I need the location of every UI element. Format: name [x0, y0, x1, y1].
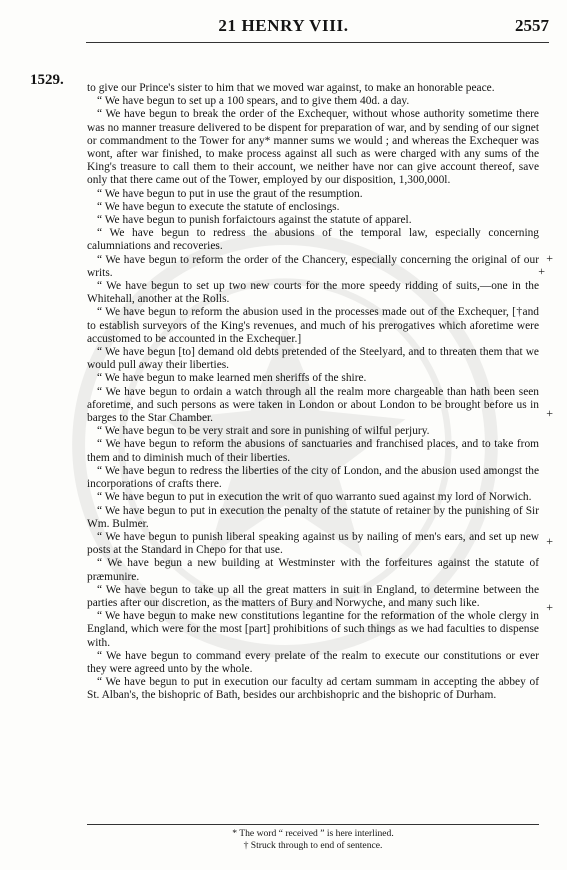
- paragraph: “ We have begun to set up two new courts for the more speedy ridding of suits,—one in the Whitehall, another at the Rolls.: [87, 280, 539, 306]
- margin-mark: +: [546, 251, 553, 265]
- paragraph: “ We have begun to put in use the graut of the resumption.: [97, 187, 363, 200]
- page-header: [0, 14, 567, 44]
- paragraph: “ We have begun to put in execution the penalty of the statute of retainer by the punishing of Sir Wm. Bulmer.: [87, 504, 539, 530]
- footnote: * The word “ received ” is here interlined.: [232, 828, 394, 839]
- paragraph: “ We have begun to take up all the great matters in suit in England, to determine between the parties after our discretion, as the matters of Bury and Norwyche, and many such like.: [87, 583, 539, 609]
- paragraph: “ We have begun to reform the order of the Chancery, especially concerning the original of our writs.: [87, 253, 539, 279]
- footnotes: [87, 828, 539, 852]
- paragraph: “ We have begun a new building at Westminster with the forfeitures against the statute of præmunire.: [87, 557, 539, 583]
- paragraph: “ We have begun [to] demand old debts pretended of the Steelyard, and to threaten them that we would pull away their liberties.: [87, 346, 539, 372]
- paragraph: “ We have begun to execute the statute of enclosings.: [97, 200, 340, 213]
- margin-mark: +: [546, 406, 553, 420]
- paragraph: “ We have begun to punish liberal speaking against us by nailing of men's ears, and set up new posts at the Standard in Chepo for that use.: [87, 530, 539, 557]
- header-rule: [86, 42, 549, 43]
- paragraph: “ We have begun to put in execution our faculty ad certam summam in accepting the abbey of St. Alban's, the bishopric of Bath, besides our archbishopric and the bishopric of Durham.: [87, 676, 539, 702]
- paragraph: “ We have begun to make learned men sheriffs of the shire.: [97, 372, 367, 385]
- paragraph: “ We have begun to command every prelate of the realm to execute our constitutions or ever they were agreed unto by the whole.: [87, 649, 539, 675]
- paragraph: “ We have begun to redress the liberties of the city of London, and the abusion used amongst the incorporations of crafts there.: [87, 464, 539, 491]
- margin-mark: +: [538, 264, 545, 278]
- paragraph: “ We have begun to make new constitutions legantine for the reformation of the whole clergy in England, which were for the most [part] prohibitions of such things as we had faculties to dispense with.: [87, 610, 539, 649]
- paragraph: “ We have begun to ordain a watch through all the realm more chargeable than hath been seen aforetime, and such persons as were taken in London or about London to be brought before us in barges to the Star Chamber.: [87, 385, 539, 425]
- paragraph: “ We have begun to break the order of the Exchequer, without whose authority sometime there was no manner treasure delivered to be dispent for preparation of war, and by sending of our signet or commandment to the Tower for any* manner sums we would ; and whereas the Exchequer was wont, after war finished, to make process against all such as were charged with any sums of the King's treasure to call them to their account, we neither have nor can give account thereof, save only that there came out of the Tower, employed by our disposition, 1,300,000l.: [87, 108, 539, 187]
- margin-mark: +: [546, 534, 553, 548]
- footnote: † Struck through to end of sentence.: [243, 840, 383, 851]
- running-title: 21 HENRY VIII.: [218, 16, 349, 35]
- body-text: [87, 82, 539, 703]
- footnote-rule: [87, 824, 539, 825]
- page-number: 2557: [515, 16, 549, 35]
- paragraph: “ We have begun to reform the abusions of sanctuaries and franchised places, and to take from them and to diminish much of their liberties.: [87, 438, 539, 464]
- margin-mark: +: [546, 600, 553, 614]
- paragraph: “ We have begun to put in execution the writ of quo warranto sued against my lord of Norwich.: [97, 491, 532, 504]
- paragraph: “ We have begun to be very strait and sore in punishing of wilful perjury.: [97, 425, 430, 438]
- paragraph: to give our Prince's sister to him that we moved war against, to make an honorable peace.: [87, 82, 495, 94]
- margin-year: 1529.: [30, 72, 64, 88]
- paragraph: “ We have begun to redress the abusions of the temporal law, especially concerning calumniations and recoveries.: [87, 227, 539, 253]
- paragraph: “ We have begun to reform the abusion used in the processes made out of the Exchequer, [†and to establish surveyors of the King's revenues, and much of his prerogatives which aforetime were accustomed to be accounted in the Exchequer.]: [87, 306, 539, 345]
- paragraph: “ We have begun to punish forfaictours against the statute of apparel.: [97, 214, 412, 227]
- paragraph: “ We have begun to set up a 100 spears, and to give them 40d. a day.: [97, 95, 410, 108]
